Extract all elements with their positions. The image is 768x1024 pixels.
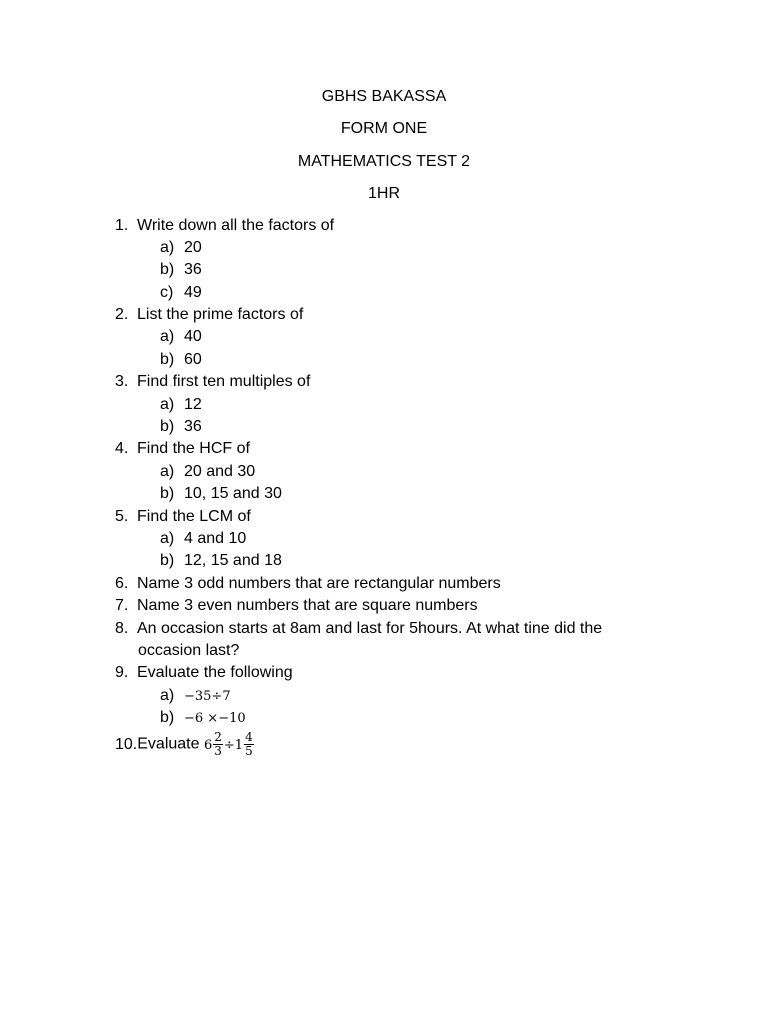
question-1 bbox=[115, 216, 334, 236]
question-3 bbox=[115, 372, 310, 392]
math-expression: −6 ×−10 bbox=[184, 711, 246, 726]
question-4-sub-b bbox=[160, 484, 282, 504]
sub-text: 36 bbox=[184, 418, 202, 435]
question-5-sub-a bbox=[160, 529, 246, 549]
question-text: Find the HCF of bbox=[137, 440, 250, 457]
question-3-sub-b bbox=[160, 417, 202, 437]
whole-part: 6 bbox=[203, 737, 213, 753]
question-4-sub-a bbox=[160, 462, 255, 482]
question-5-sub-b bbox=[160, 551, 282, 571]
question-1-sub-c bbox=[160, 283, 202, 303]
sub-letter: a) bbox=[160, 239, 175, 256]
sub-letter: b) bbox=[160, 709, 175, 726]
question-text: Evaluate bbox=[137, 735, 200, 753]
question-number: 8. bbox=[115, 620, 129, 637]
question-9-sub-a bbox=[160, 686, 231, 707]
whole-part: 1 bbox=[234, 737, 244, 753]
question-9-sub-b bbox=[160, 708, 246, 729]
sub-text: 10, 15 and 30 bbox=[184, 485, 282, 502]
question-text: Name 3 even numbers that are square numbers bbox=[137, 597, 478, 614]
question-number: 6. bbox=[115, 575, 129, 592]
fraction bbox=[213, 731, 223, 758]
question-number: 1. bbox=[115, 217, 129, 234]
sub-letter: a) bbox=[160, 530, 175, 547]
question-10 bbox=[115, 731, 255, 758]
numerator: 4 bbox=[245, 730, 253, 744]
question-2-sub-b bbox=[160, 350, 202, 370]
question-1-sub-b bbox=[160, 260, 202, 280]
question-8 bbox=[115, 619, 602, 639]
question-number: 7. bbox=[115, 597, 129, 614]
question-7 bbox=[115, 596, 478, 616]
question-text: Write down all the factors of bbox=[137, 217, 335, 234]
test-duration: 1HR bbox=[367, 185, 400, 202]
sub-letter: a) bbox=[160, 687, 175, 704]
question-number: 4. bbox=[115, 440, 129, 457]
denominator: 5 bbox=[245, 744, 253, 758]
question-2-sub-a bbox=[160, 327, 202, 347]
question-6 bbox=[115, 574, 501, 594]
sub-text: 40 bbox=[184, 328, 202, 345]
question-5 bbox=[115, 507, 251, 527]
question-1-sub-a bbox=[160, 238, 202, 258]
question-3-sub-a bbox=[160, 395, 202, 415]
sub-text: 60 bbox=[184, 351, 202, 368]
question-text: Find the LCM of bbox=[137, 508, 251, 525]
mixed-number-expression bbox=[203, 730, 255, 758]
math-expression: −35÷7 bbox=[184, 689, 231, 704]
sub-letter: a) bbox=[160, 396, 175, 413]
sub-text: 36 bbox=[184, 261, 202, 278]
question-4 bbox=[115, 439, 250, 459]
sub-letter: b) bbox=[160, 552, 175, 569]
sub-text: 12 bbox=[184, 396, 202, 413]
question-number: 2. bbox=[115, 306, 129, 323]
question-number: 10. bbox=[115, 735, 138, 753]
sub-letter: b) bbox=[160, 485, 175, 502]
question-text: Name 3 odd numbers that are rectangular numbers bbox=[137, 575, 501, 592]
school-name: GBHS BAKASSA bbox=[321, 88, 447, 105]
question-text: Find first ten multiples of bbox=[137, 373, 311, 390]
question-number: 9. bbox=[115, 664, 129, 681]
question-2 bbox=[115, 305, 303, 325]
question-text: List the prime factors of bbox=[137, 306, 304, 323]
sub-text: 20 bbox=[184, 239, 202, 256]
form-level: FORM ONE bbox=[340, 120, 428, 137]
sub-text: 49 bbox=[184, 284, 202, 301]
sub-letter: a) bbox=[160, 328, 175, 345]
sub-letter: b) bbox=[160, 261, 175, 278]
numerator: 2 bbox=[214, 730, 222, 744]
sub-text: 12, 15 and 18 bbox=[184, 552, 282, 569]
sub-text: 20 and 30 bbox=[184, 463, 256, 480]
question-number: 3. bbox=[115, 373, 129, 390]
question-9 bbox=[115, 663, 293, 683]
sub-text: 4 and 10 bbox=[184, 530, 247, 547]
sub-letter: a) bbox=[160, 463, 175, 480]
denominator: 3 bbox=[214, 744, 222, 758]
sub-letter: c) bbox=[160, 284, 174, 301]
test-title: MATHEMATICS TEST 2 bbox=[297, 153, 471, 170]
sub-letter: b) bbox=[160, 351, 175, 368]
fraction bbox=[244, 731, 254, 758]
question-text: An occasion starts at 8am and last for 5hours. At what tine did the bbox=[137, 620, 603, 637]
question-8-continuation: occasion last? bbox=[138, 642, 240, 659]
sub-letter: b) bbox=[160, 418, 175, 435]
question-number: 5. bbox=[115, 508, 129, 525]
operator: ÷ bbox=[223, 737, 235, 753]
question-text: Evaluate the following bbox=[137, 664, 293, 681]
